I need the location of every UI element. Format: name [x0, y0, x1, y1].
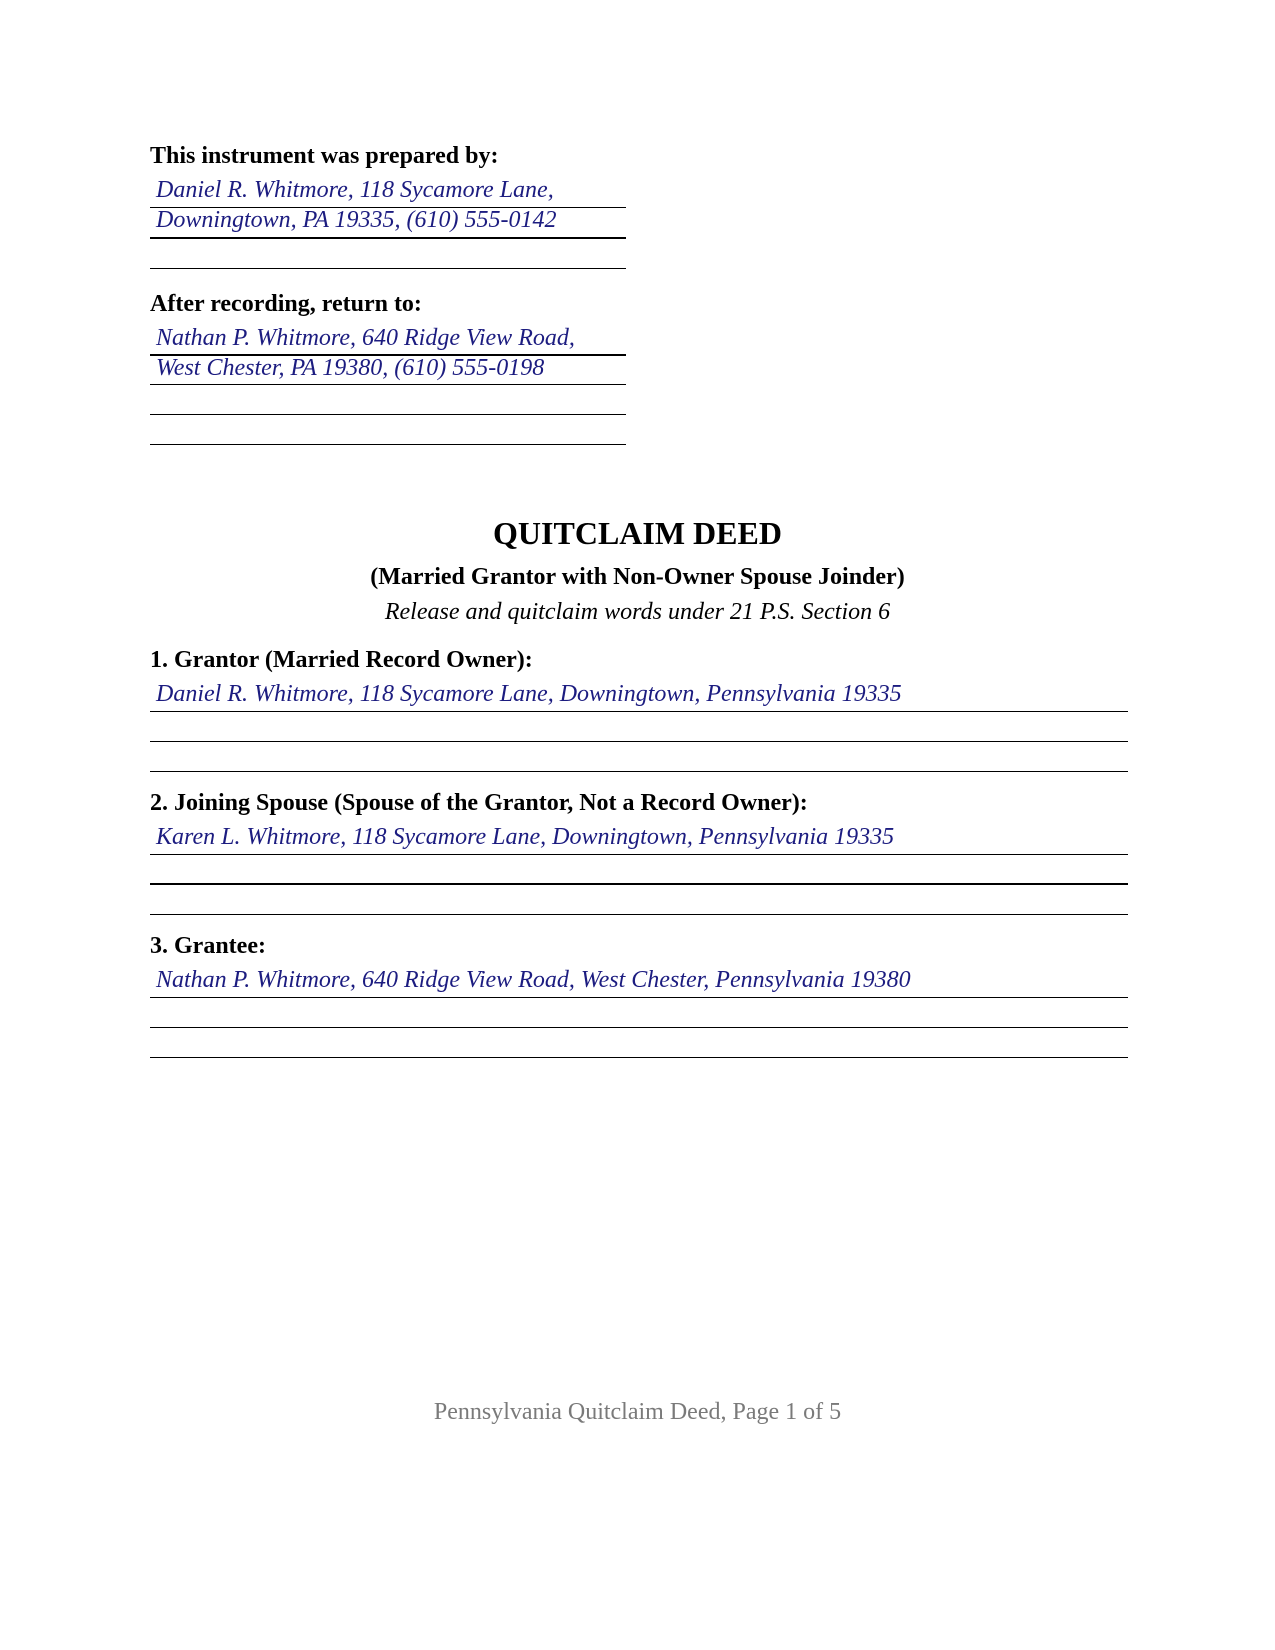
grantee-value[interactable]: Nathan P. Whitmore, 640 Ridge View Road, West Chester, Pennsylvania 19380	[156, 967, 911, 993]
grantor-rule-1	[150, 711, 1128, 712]
joining-spouse-rule-3	[150, 914, 1128, 915]
statute-reference: Release and quitclaim words under 21 P.S. Section 6	[384, 599, 891, 625]
grantee-rule-1	[150, 997, 1128, 998]
prepared-by-rule-2	[150, 237, 626, 239]
return-to-line-2[interactable]: West Chester, PA 19380, (610) 555-0198	[156, 355, 545, 381]
grantor-rule-2	[150, 741, 1128, 742]
prepared-by-rule-3	[150, 268, 626, 269]
grantor-label: 1. Grantor (Married Record Owner):	[150, 647, 533, 673]
prepared-by-line-1[interactable]: Daniel R. Whitmore, 118 Sycamore Lane,	[156, 177, 554, 203]
document-subtitle: (Married Grantor with Non-Owner Spouse Joinder)	[370, 564, 905, 590]
return-to-label: After recording, return to:	[150, 291, 422, 317]
return-to-line-1[interactable]: Nathan P. Whitmore, 640 Ridge View Road,	[156, 325, 575, 351]
prepared-by-line-2[interactable]: Downingtown, PA 19335, (610) 555-0142	[156, 207, 557, 233]
return-to-rule-3	[150, 414, 626, 415]
joining-spouse-rule-2	[150, 883, 1128, 885]
joining-spouse-rule-1	[150, 854, 1128, 855]
joining-spouse-label: 2. Joining Spouse (Spouse of the Grantor, Not a Record Owner):	[150, 790, 808, 816]
grantee-rule-3	[150, 1057, 1128, 1058]
prepared-by-label: This instrument was prepared by:	[150, 143, 499, 169]
grantee-label: 3. Grantee:	[150, 933, 266, 959]
joining-spouse-value[interactable]: Karen L. Whitmore, 118 Sycamore Lane, Downingtown, Pennsylvania 19335	[156, 824, 895, 850]
document-title: QUITCLAIM DEED	[493, 515, 782, 551]
grantor-value[interactable]: Daniel R. Whitmore, 118 Sycamore Lane, Downingtown, Pennsylvania 19335	[156, 681, 902, 707]
return-to-rule-2	[150, 384, 626, 385]
grantee-rule-2	[150, 1027, 1128, 1028]
page-footer: Pennsylvania Quitclaim Deed, Page 1 of 5	[433, 1399, 842, 1425]
return-to-rule-4	[150, 444, 626, 445]
grantor-rule-3	[150, 771, 1128, 772]
